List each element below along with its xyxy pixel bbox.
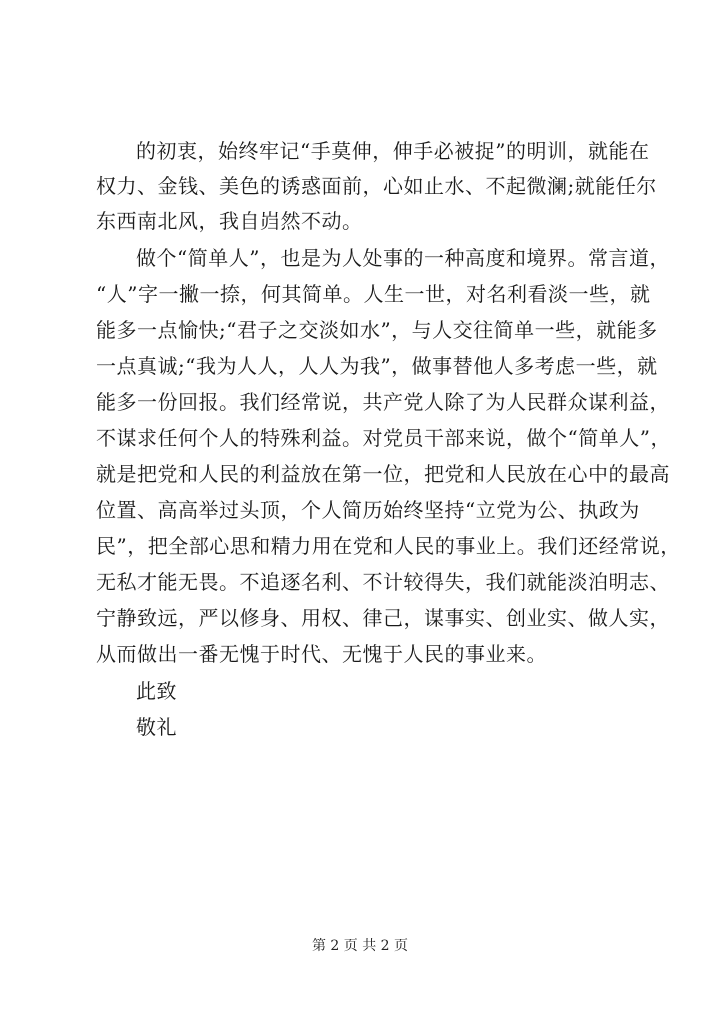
- text-line: [0, 171, 720, 201]
- paragraph-2-line-5: 能多一份回报。我们经常说，共产党人除了为人民群众谋利益，: [96, 390, 670, 414]
- text-line: [0, 206, 720, 236]
- text-line: [0, 639, 720, 669]
- text-line: [0, 567, 720, 597]
- text-line: [0, 279, 720, 309]
- paragraph-2-line-6: 不谋求任何个人的特殊利益。对党员干部来说，做个“简单人”，: [96, 426, 671, 450]
- paragraph-2-line-8: 位置、高高举过头顶，个人简历始终坚持“立党为公、执政为: [96, 498, 640, 522]
- paragraph-1-line-1: 的初衷，始终牢记“手莫伸，伸手必被捉”的明训，就能在: [136, 139, 650, 163]
- paragraph-2-line-11: 宁静致远，严以修身、用权、律己，谋事实、创业实、做人实，: [96, 606, 670, 630]
- text-line: [0, 495, 720, 525]
- text-line: [0, 531, 720, 561]
- text-line: [0, 243, 720, 273]
- text-line: [0, 712, 720, 742]
- paragraph-2-line-7: 就是把党和人民的利益放在第一位，把党和人民放在心中的最高: [96, 462, 670, 486]
- text-line: [0, 603, 720, 633]
- paragraph-2-line-2: “人”字一撇一捺，何其简单。人生一世，对名利看淡一些，就: [96, 282, 651, 306]
- paragraph-2-line-3: 能多一点愉快;“君子之交淡如水”，与人交往简单一些，就能多: [96, 318, 658, 342]
- paragraph-1-line-3: 东西南北风，我自岿然不动。: [96, 209, 363, 233]
- paragraph-2-line-10: 无私才能无畏。不追逐名利、不计较得失，我们就能淡泊明志、: [96, 570, 670, 594]
- paragraph-2-line-12: 从而做出一番无愧于时代、无愧于人民的事业来。: [96, 642, 547, 666]
- closing-ci-zhi: 此致: [136, 679, 177, 703]
- text-line: [0, 136, 720, 166]
- text-line: [0, 351, 720, 381]
- text-line: [0, 387, 720, 417]
- page-number-footer: 第 2 页 共 2 页: [311, 938, 409, 954]
- text-line: [0, 676, 720, 706]
- paragraph-1-line-2: 权力、金钱、美色的诱惑面前，心如止水、不起微澜;就能任尔: [96, 174, 657, 198]
- paragraph-2-line-4: 一点真诚;“我为人人，人人为我”，做事替他人多考虑一些，就: [96, 354, 658, 378]
- closing-jing-li: 敬礼: [136, 715, 177, 739]
- text-line: [0, 459, 720, 489]
- text-line: [0, 315, 720, 345]
- text-line: [0, 423, 720, 453]
- paragraph-2-line-1: 做个“简单人”，也是为人处事的一种高度和境界。常言道，: [136, 246, 670, 270]
- paragraph-2-line-9: 民”，把全部心思和精力用在党和人民的事业上。我们还经常说，: [96, 534, 681, 558]
